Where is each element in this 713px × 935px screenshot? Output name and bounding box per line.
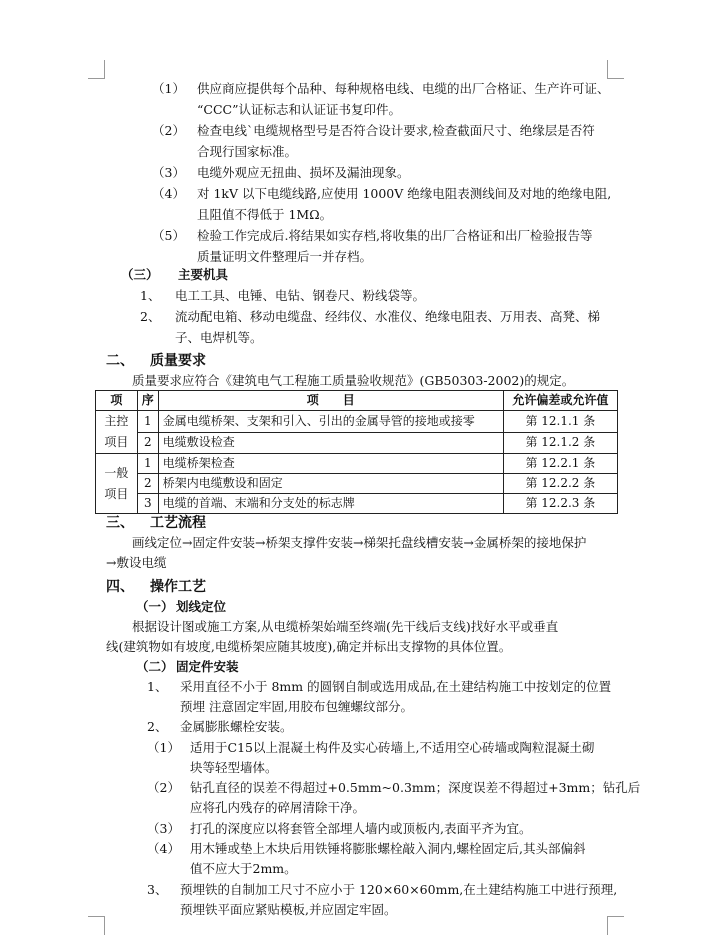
list-item-text: 采用直径不小于 8mm 的圆钢自制或选用成品,在土建结构施工中按划定的位置 [180,679,612,694]
chapter-heading: 操作工艺 [150,579,206,595]
seq-cell: 1 [137,454,158,474]
table-header-cell: 允许偏差或允许值 [503,391,617,411]
list-item-number: （5） [152,228,185,243]
list-item-text: 且阻值不得低于 1MΩ。 [197,207,333,222]
list-item-text: 合现行国家标准。 [197,144,298,159]
list-item-text: 预埋铁平面应紧贴模板,并应固定牢固。 [180,902,397,917]
group-name-line: 一般 [104,465,129,480]
group-cell [96,454,138,514]
chapter-number: 四、 [106,579,134,595]
list-item-text: 应将孔内残存的碎屑清除干净。 [190,800,366,815]
item-cell: 电缆敷设检查 [158,432,503,454]
group-name-line: 项目 [104,486,129,501]
list-item-number: （1） [147,740,180,755]
crop-mark-bottom-right [607,916,624,918]
list-item-number: （4） [147,841,180,856]
seq-cell: 1 [137,411,158,433]
section-number: （一） [136,599,174,614]
crop-mark-top-left [104,60,106,78]
list-item-number: 1、 [147,679,168,694]
item-cell: 金属电缆桥架、支架和引入、引出的金属导管的接地或接零 [158,411,503,433]
list-item-text: 质量证明文件整理后一并存档。 [197,249,373,264]
table-header-cell: 项 目 [158,391,503,411]
table-header-row [96,391,618,411]
list-item-text: 钻孔直径的误差不得超过+0.5mm~0.3mm；深度误差不得超过+3mm；钻孔后 [190,780,641,795]
section-heading: 主要机具 [178,267,229,282]
paragraph: 质量要求应符合《建筑电气工程施工质量验收规范》(GB50303-2002)的规定。 [132,373,575,388]
table-header-cell: 序 [137,391,158,411]
list-item-number: （3） [147,821,180,836]
list-item-number: （2） [152,123,185,138]
list-item-text: 打孔的深度应以将套管全部埋人墙内或顶板内,表面平齐为宜。 [190,821,532,836]
list-item-text: 检验工作完成后.将结果如实存档,将收集的出厂合格证和出厂检验报告等 [197,228,593,243]
list-item-text: 电工工具、电锤、电钻、钢卷尺、粉线袋等。 [175,288,426,303]
crop-mark-top-left [88,78,105,80]
list-item-text: 块等轻型墙体。 [190,760,278,775]
chapter-heading: 质量要求 [150,353,206,369]
section-heading: 划线定位 [176,599,227,614]
list-item-number: 3、 [147,882,168,897]
group-name-line: 主控 [104,414,129,428]
group-cell [96,411,138,454]
chapter-number: 三、 [106,515,134,531]
table-row [96,494,618,514]
list-item-text: “CCC”认证标志和认证证书复印件。 [197,102,401,117]
seq-cell: 3 [137,494,158,514]
list-item-text: 流动配电箱、移动电缆盘、经纬仪、水准仪、绝缘电阻表、万用表、高凳、梯 [175,309,601,324]
paragraph: 根据设计图或施工方案,从电缆桥架始端至终端(先干线后支线)找好水平或垂直 [132,619,559,634]
standard-cell: 第 12.2.2 条 [503,474,617,494]
list-item-text: 值不应大于2mm。 [190,861,297,876]
paragraph: 线(建筑物如有坡度,电缆桥架应随其坡度),确定并标出支撑物的具体位置。 [106,639,512,654]
paragraph: 画线定位→固定件安装→桥架支撑件安装→梯架托盘线槽安装→金属桥架的接地保护 [132,535,587,550]
list-item-number: 1、 [140,288,161,303]
item-cell: 桥架内电缆敷设和固定 [158,474,503,494]
paragraph: →敷设电缆 [106,555,167,570]
crop-mark-bottom-left [104,916,106,935]
table-row [96,474,618,494]
item-cell: 电缆的首端、末端和分支处的标志牌 [158,494,503,514]
table-header-cell: 项 [96,391,138,411]
list-item-text: 预埋铁的自制加工尺寸不应小于 120×60×60mm,在土建结构施工中进行预理, [180,882,618,897]
crop-mark-top-right [607,78,624,80]
table-row [96,454,618,474]
quality-table [95,390,618,514]
table-row [96,411,618,433]
standard-cell: 第 12.2.1 条 [503,454,617,474]
section-number: （二） [136,659,174,674]
list-item-number: 2、 [140,309,161,324]
list-item-text: 检查电线`电缆规格型号是否符合设计要求,检查截面尺寸、绝缘层是否符 [197,123,595,138]
chapter-heading: 工艺流程 [150,515,206,531]
list-item-text: 子、电焊机等。 [175,330,263,345]
list-item-number: （2） [147,780,180,795]
section-number: （三） [121,267,159,282]
item-cell: 电缆桥架检查 [158,454,503,474]
list-item-text: 金属膨胀螺栓安装。 [180,719,293,734]
seq-cell: 2 [137,474,158,494]
list-item-text: 适用于C15以上混凝土构件及实心砖墙上,不适用空心砖墙或陶粒混凝土砌 [190,740,595,755]
list-item-text: 预埋 注意固定牢固,用胶布包缠螺纹部分。 [180,699,413,714]
list-item-number: （3） [152,165,185,180]
crop-mark-bottom-left [88,916,105,918]
crop-mark-top-right [607,60,609,78]
list-item-text: 用木锤或垫上木块后用铁锤将膨胀螺栓敲入洞内,螺栓固定后,其头部偏斜 [190,841,586,856]
list-item-text: 供应商应提供每个品种、每种规格电线、电缆的出厂合格证、生产许可证、 [197,81,610,96]
chapter-number: 二、 [106,353,134,369]
standard-cell: 第 12.1.1 条 [503,411,617,433]
table-row [96,432,618,454]
list-item-number: （1） [152,81,185,96]
standard-cell: 第 12.2.3 条 [503,494,617,514]
list-item-text: 对 1kV 以下电缆线路,应使用 1000V 绝缘电阻表测线间及对地的绝缘电阻, [197,186,612,201]
seq-cell: 2 [137,432,158,454]
standard-cell: 第 12.1.2 条 [503,432,617,454]
list-item-number: 2、 [147,719,168,734]
section-heading: 固定件安装 [176,659,239,674]
list-item-text: 电缆外观应无扭曲、损坏及漏油现象。 [197,165,410,180]
group-name-line: 项目 [104,435,129,449]
list-item-number: （4） [152,186,185,201]
crop-mark-bottom-right [607,916,609,935]
